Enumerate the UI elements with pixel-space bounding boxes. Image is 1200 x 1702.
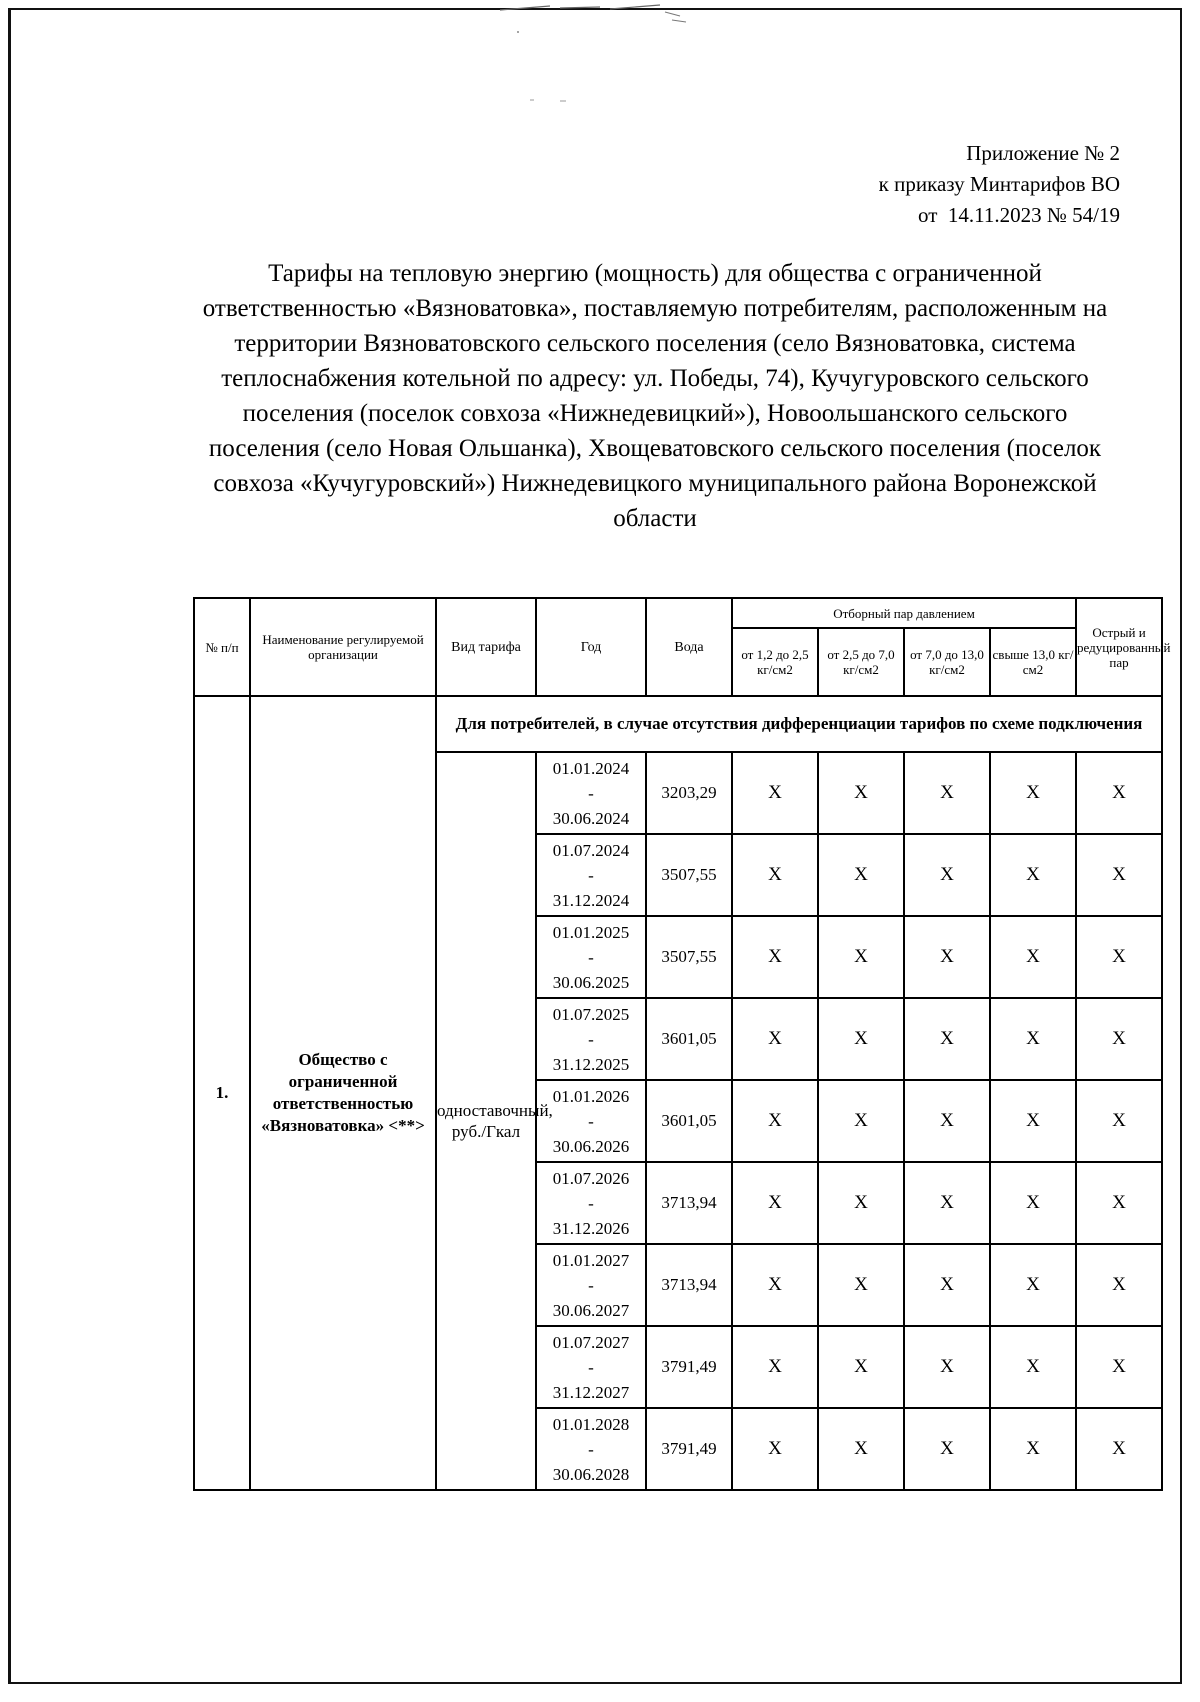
appendix-header: [879, 138, 1120, 231]
period-to: 31.12.2025: [552, 1054, 630, 1074]
period-cell: [536, 916, 646, 998]
period-to: 31.12.2024: [552, 890, 630, 910]
header-steam-group: Отборный пар давлением: [732, 598, 1076, 628]
header-steam-1: от 1,2 до 2,5 кг/см2: [732, 628, 818, 696]
tariff-kind: одноставочный, руб./Гкал: [436, 752, 536, 1490]
period-to: 30.06.2024: [552, 808, 630, 828]
period-from: 01.01.2025: [552, 922, 630, 942]
not-applicable-mark: X: [818, 834, 904, 916]
period-cell: [536, 834, 646, 916]
period-cell: [536, 1080, 646, 1162]
not-applicable-mark: X: [990, 998, 1076, 1080]
header-org: Наименование регулируемой организации: [250, 598, 436, 696]
not-applicable-mark: X: [990, 1326, 1076, 1408]
organization-name: Общество с ограниченной ответственностью «Вязноватовка» <**>: [250, 696, 436, 1490]
appendix-line-3: от 14.11.2023 № 54/19: [918, 203, 1120, 227]
period-dash: -: [588, 1439, 594, 1459]
water-tariff: 3507,55: [646, 834, 732, 916]
period-dash: -: [588, 865, 594, 885]
period-from: 01.07.2026: [552, 1168, 630, 1188]
header-water: Вода: [646, 598, 732, 696]
water-tariff: 3601,05: [646, 998, 732, 1080]
not-applicable-mark: X: [818, 1408, 904, 1490]
not-applicable-mark: X: [990, 1408, 1076, 1490]
not-applicable-mark: X: [732, 1244, 818, 1326]
not-applicable-mark: X: [818, 1080, 904, 1162]
water-tariff: 3713,94: [646, 1162, 732, 1244]
not-applicable-mark: X: [990, 1244, 1076, 1326]
not-applicable-mark: X: [904, 1244, 990, 1326]
period-dash: -: [588, 1357, 594, 1377]
water-tariff: 3713,94: [646, 1244, 732, 1326]
not-applicable-mark: X: [732, 834, 818, 916]
period-dash: -: [588, 783, 594, 803]
period-to: 31.12.2026: [552, 1218, 630, 1238]
not-applicable-mark: X: [732, 916, 818, 998]
period-cell: [536, 998, 646, 1080]
period-dash: -: [588, 1193, 594, 1213]
period-dash: -: [588, 1275, 594, 1295]
not-applicable-mark: X: [904, 752, 990, 834]
not-applicable-mark: X: [818, 998, 904, 1080]
period-from: 01.07.2025: [552, 1004, 630, 1024]
not-applicable-mark: X: [818, 1244, 904, 1326]
not-applicable-mark: X: [1076, 1408, 1162, 1490]
consumers-row: [194, 696, 1162, 752]
period-to: 30.06.2028: [552, 1464, 630, 1484]
period-from: 01.07.2024: [552, 840, 630, 860]
not-applicable-mark: X: [1076, 998, 1162, 1080]
not-applicable-mark: X: [818, 752, 904, 834]
not-applicable-mark: X: [732, 1408, 818, 1490]
appendix-line-2: к приказу Минтарифов ВО: [878, 172, 1120, 196]
period-cell: [536, 1244, 646, 1326]
document-title: Тарифы на тепловую энергию (мощность) для общества с ограниченной ответственностью «Вязноватовка», поставляемую потребителям, расположенным на территории Вязноватовского сельского поселения (село Вязноватовка, система теплоснабжения котельной по адресу: ул. Победы, 74), Кучугуровского сельского поселения (поселок совхоза «Нижнедевицкий»), Новоольшанского сельского поселения (село Новая Ольшанка), Хвощеватовского сельского поселения (поселок совхоза «Кучугуровский») Нижнедевицкого муниципального района Воронежской области: [202, 260, 1108, 532]
not-applicable-mark: X: [1076, 916, 1162, 998]
not-applicable-mark: X: [990, 1080, 1076, 1162]
not-applicable-mark: X: [818, 916, 904, 998]
period-from: 01.01.2028: [552, 1414, 630, 1434]
not-applicable-mark: X: [732, 1326, 818, 1408]
not-applicable-mark: X: [904, 998, 990, 1080]
not-applicable-mark: X: [732, 998, 818, 1080]
period-from: 01.01.2026: [552, 1086, 630, 1106]
header-sharp: Острый и редуцированный пар: [1076, 598, 1162, 696]
period-to: 30.06.2025: [552, 972, 630, 992]
header-year: Год: [536, 598, 646, 696]
period-dash: -: [588, 1029, 594, 1049]
not-applicable-mark: X: [1076, 834, 1162, 916]
period-cell: [536, 1162, 646, 1244]
header-kind: Вид тарифа: [436, 598, 536, 696]
water-tariff: 3507,55: [646, 916, 732, 998]
water-tariff: 3791,49: [646, 1408, 732, 1490]
water-tariff: 3203,29: [646, 752, 732, 834]
not-applicable-mark: X: [904, 1080, 990, 1162]
period-dash: -: [588, 947, 594, 967]
not-applicable-mark: X: [990, 752, 1076, 834]
not-applicable-mark: X: [990, 1162, 1076, 1244]
scan-noise-marks: [490, 2, 730, 112]
header-row-1: [194, 598, 1162, 628]
not-applicable-mark: X: [904, 1408, 990, 1490]
period-from: 01.01.2024: [552, 758, 630, 778]
not-applicable-mark: X: [732, 1080, 818, 1162]
consumers-label: Для потребителей, в случае отсутствия дифференциации тарифов по схеме подключения: [436, 696, 1162, 752]
water-tariff: 3601,05: [646, 1080, 732, 1162]
water-tariff: 3791,49: [646, 1326, 732, 1408]
not-applicable-mark: X: [1076, 1162, 1162, 1244]
period-cell: [536, 752, 646, 834]
not-applicable-mark: X: [732, 752, 818, 834]
period-to: 30.06.2027: [552, 1300, 630, 1320]
header-num: № п/п: [194, 598, 250, 696]
period-to: 31.12.2027: [552, 1382, 630, 1402]
not-applicable-mark: X: [732, 1162, 818, 1244]
not-applicable-mark: X: [904, 834, 990, 916]
not-applicable-mark: X: [1076, 1244, 1162, 1326]
not-applicable-mark: X: [1076, 1080, 1162, 1162]
not-applicable-mark: X: [904, 916, 990, 998]
period-from: 01.01.2027: [552, 1250, 630, 1270]
not-applicable-mark: X: [818, 1326, 904, 1408]
header-steam-3: от 7,0 до 13,0 кг/см2: [904, 628, 990, 696]
period-cell: [536, 1326, 646, 1408]
not-applicable-mark: X: [990, 916, 1076, 998]
not-applicable-mark: X: [1076, 1326, 1162, 1408]
not-applicable-mark: X: [818, 1162, 904, 1244]
not-applicable-mark: X: [904, 1326, 990, 1408]
tariff-table: [193, 597, 1171, 1491]
not-applicable-mark: X: [1076, 752, 1162, 834]
row-number: 1.: [194, 696, 250, 1490]
period-dash: -: [588, 1111, 594, 1131]
period-from: 01.07.2027: [552, 1332, 630, 1352]
header-steam-4: свыше 13,0 кг/см2: [990, 628, 1076, 696]
not-applicable-mark: X: [904, 1162, 990, 1244]
period-cell: [536, 1408, 646, 1490]
appendix-line-1: Приложение № 2: [966, 141, 1120, 165]
header-steam-2: от 2,5 до 7,0 кг/см2: [818, 628, 904, 696]
not-applicable-mark: X: [990, 834, 1076, 916]
period-to: 30.06.2026: [552, 1136, 630, 1156]
